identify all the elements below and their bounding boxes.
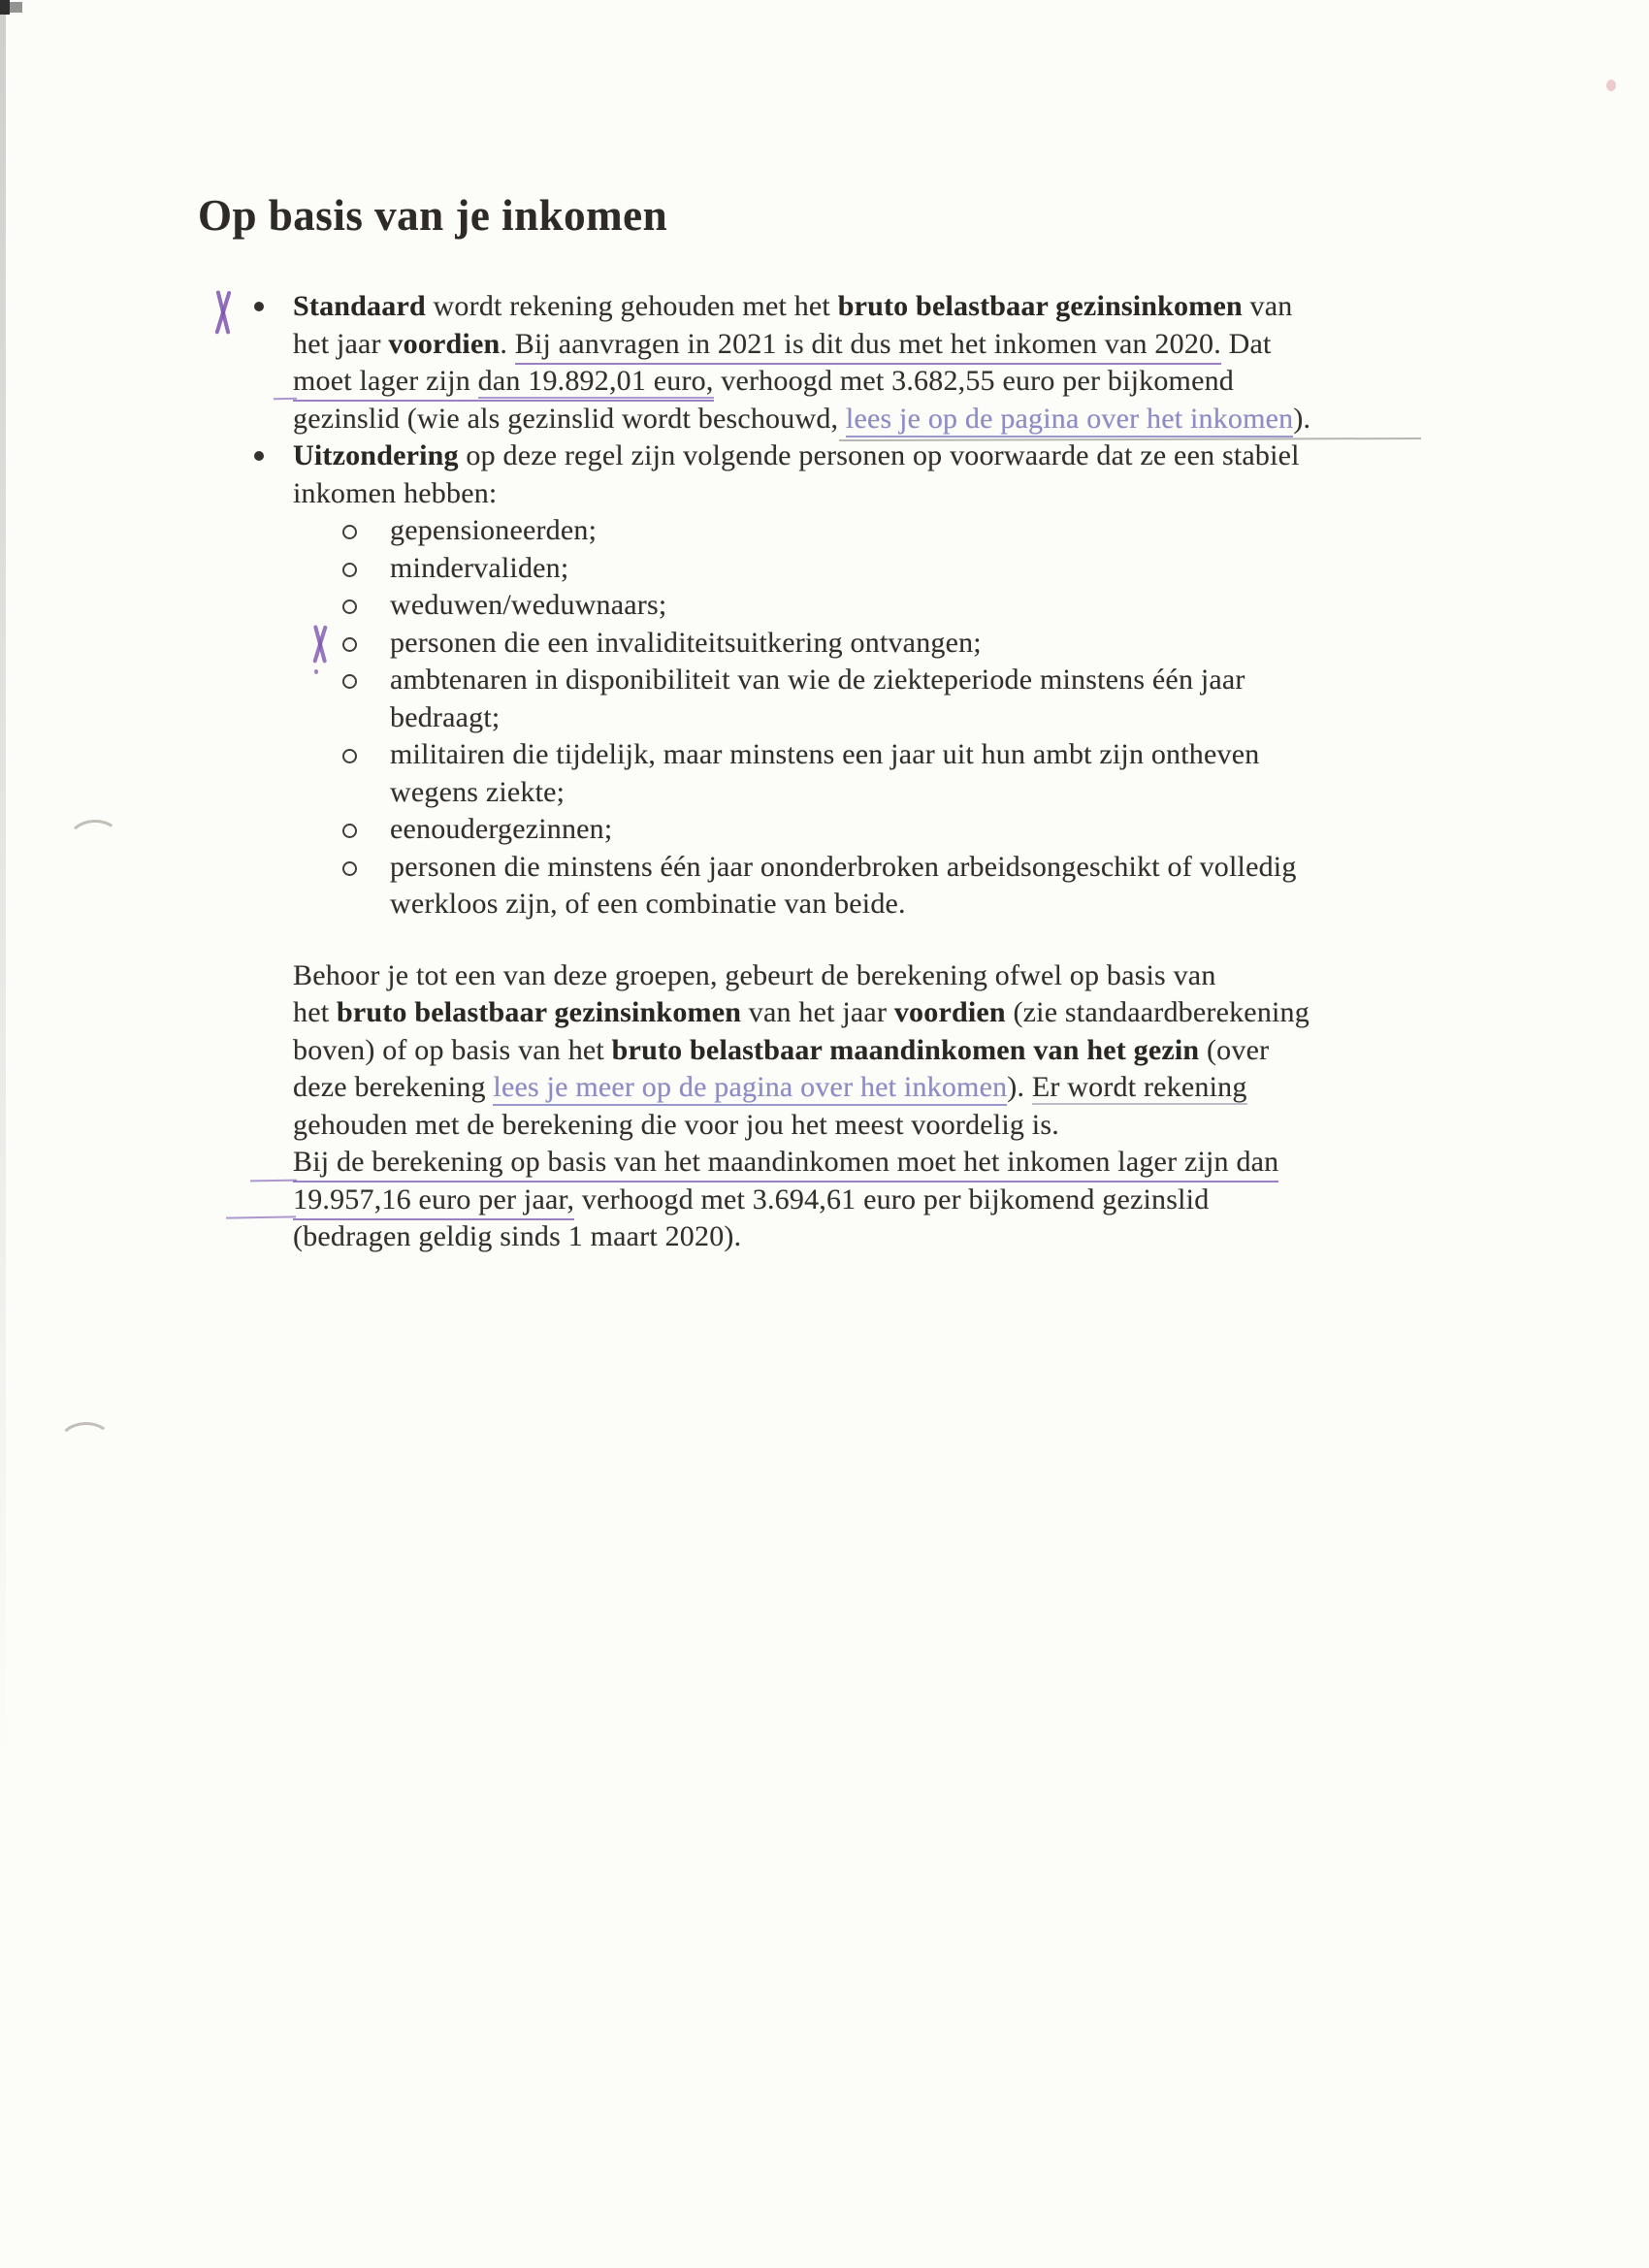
pencil-arc-mark	[57, 1421, 113, 1465]
scan-corner-mark	[10, 2, 22, 13]
text-line	[293, 1144, 1515, 1182]
bold-run: voordien	[893, 996, 1006, 1028]
text-line: 19.957,16 euro per jaar, verhoogd met 3.694,61 euro per bijkomend gezinslid	[293, 1182, 1515, 1219]
text-line: (bedragen geldig sinds 1 maart 2020).	[293, 1220, 742, 1252]
bold-run: voordien	[388, 327, 501, 360]
list-item: militairen die tijdelijk, maar minstens een jaar uit hun ambt zijn ontheven	[390, 738, 1260, 770]
scan-corner-mark	[0, 0, 10, 15]
text-line: boven) of op basis van het bruto belastbaar maandinkomen van het gezin (over	[293, 1033, 1270, 1066]
text-line: Uitzondering op deze regel zijn volgende personen op voorwaarde dat ze een stabiel	[293, 439, 1300, 471]
page-title: Op basis van je inkomen	[198, 191, 668, 240]
text-line: gehouden met de berekening die voor jou het meest voordelig is.	[293, 1108, 1059, 1141]
text-line: moet lager zijn dan 19.892,01 euro, verhoogd met 3.682,55 euro per bijkomend	[293, 363, 1515, 401]
ink-speck	[1606, 80, 1616, 91]
handwritten-x-mark	[209, 290, 238, 335]
handwritten-underline	[226, 1215, 296, 1218]
list-item: mindervaliden;	[390, 551, 569, 584]
underlined-phrase: moet lager zijn dan 19.892,01 euro,	[293, 365, 714, 402]
bold-run: Uitzondering	[293, 439, 459, 471]
text-line: Standaard wordt rekening gehouden met het bruto belastbaar gezinsinkomen van	[293, 290, 1293, 322]
bold-run: bruto belastbaar maandinkomen van het gezin	[611, 1033, 1200, 1066]
underlined-phrase: Bij de berekening op basis van het maandinkomen moet het inkomen lager zijn dan	[293, 1146, 1278, 1183]
list-item: ambtenaren in disponibiliteit van wie de ziekteperiode minstens één jaar	[390, 664, 1245, 696]
bold-run: bruto belastbaar gezinsinkomen	[336, 996, 742, 1028]
bullet-marker	[254, 302, 264, 311]
text-line: het jaar voordien. Bij aanvragen in 2021 is dit dus met het inkomen van 2020. Dat	[293, 326, 1515, 364]
underlined-phrase: dan 19.892,01 euro,	[477, 365, 714, 397]
link-pagina-over-het-inkomen[interactable]: lees je op de pagina over het inkomen	[846, 403, 1293, 437]
list-item-continuation: bedraagt;	[390, 700, 501, 733]
list-item: personen die een invaliditeitsuitkering ontvangen;	[390, 626, 982, 659]
list-item: weduwen/weduwnaars;	[390, 589, 667, 621]
list-item-continuation: wegens ziekte;	[390, 775, 566, 808]
document-body	[293, 288, 1515, 1256]
pencil-arc-mark	[67, 818, 122, 860]
text-line: deze berekening lees je meer op de pagina over het inkomen). Er wordt rekening	[293, 1069, 1515, 1107]
text-line: Behoor je tot een van deze groepen, gebeurt de berekening ofwel op basis van	[293, 958, 1216, 991]
underlined-phrase: Bij aanvragen in 2021 is dit dus met het inkomen van 2020.	[515, 328, 1221, 365]
paragraph-gap	[293, 923, 1515, 957]
list-item-continuation: werkloos zijn, of een combinatie van beide.	[390, 888, 906, 920]
bold-run: Standaard	[293, 290, 426, 322]
handwritten-underline	[250, 1180, 297, 1183]
scan-edge-band	[0, 0, 6, 2268]
link-pagina-over-het-inkomen-2[interactable]: lees je meer op de pagina over het inkomen	[493, 1071, 1007, 1106]
text-line: inkomen hebben:	[293, 476, 498, 509]
underlined-phrase: Er wordt rekening	[1031, 1071, 1247, 1103]
underlined-phrase: 19.957,16 euro per jaar,	[293, 1183, 574, 1220]
list-item: personen die minstens één jaar ononderbroken arbeidsongeschikt of volledig	[390, 850, 1297, 883]
text-line: gezinslid (wie als gezinslid wordt beschouwd, lees je op de pagina over het inkomen).	[293, 401, 1515, 438]
bullet-marker	[254, 451, 264, 461]
list-item: gepensioneerden;	[390, 514, 598, 546]
list-item: eenoudergezinnen;	[390, 813, 613, 845]
text-line: het bruto belastbaar gezinsinkomen van het jaar voordien (zie standaardberekening	[293, 996, 1310, 1028]
bold-run: bruto belastbaar gezinsinkomen	[837, 290, 1243, 322]
